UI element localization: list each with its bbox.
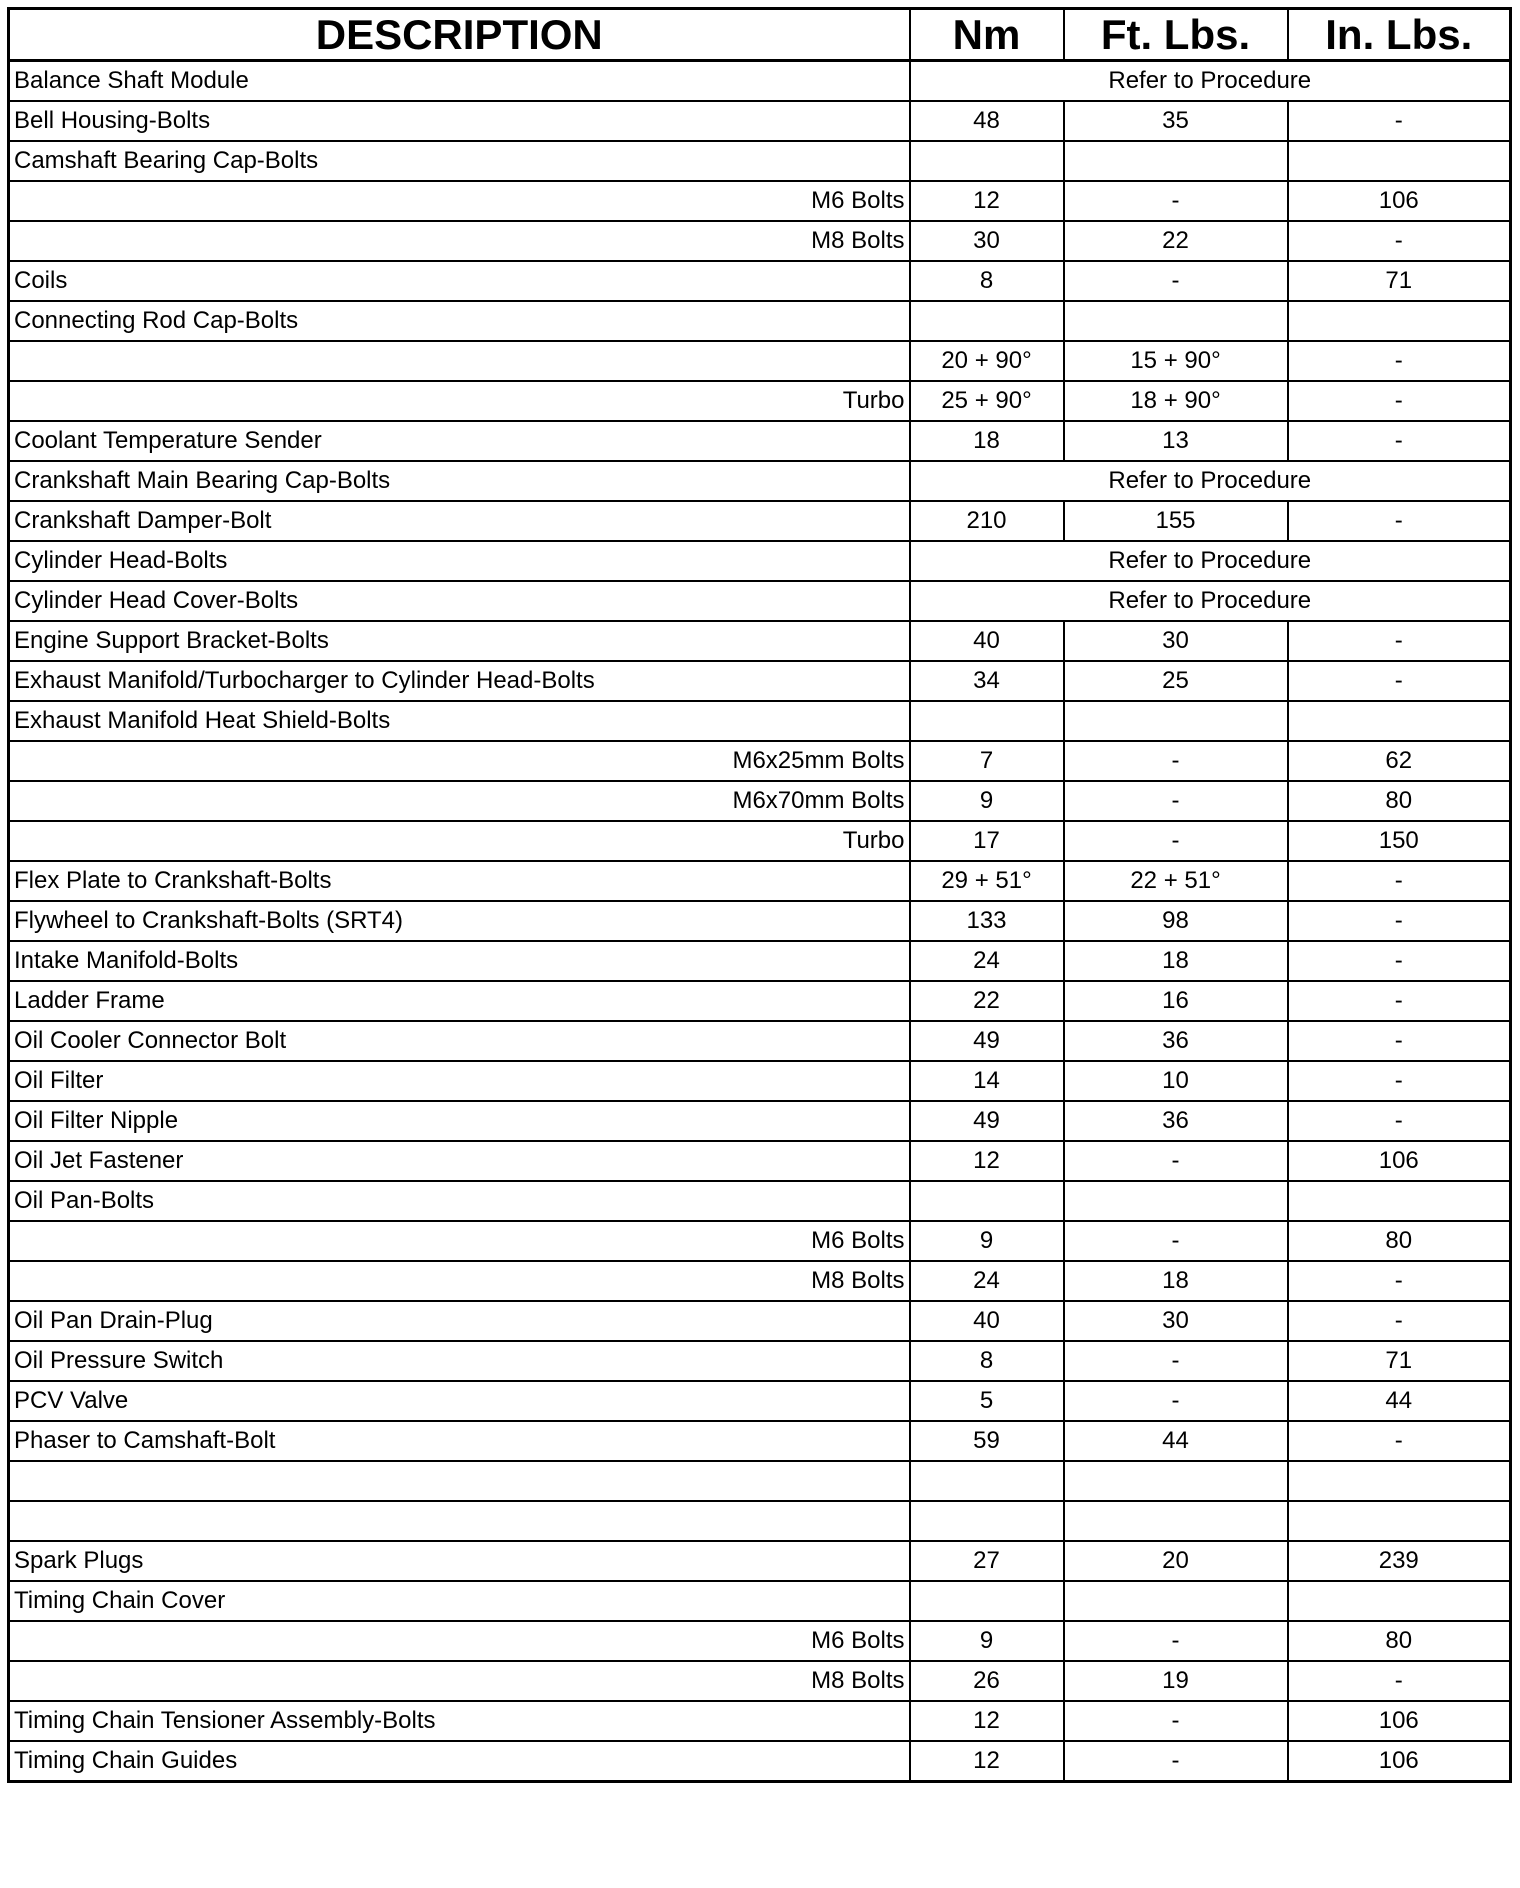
ft-lbs-cell: 13 <box>1064 421 1288 461</box>
in-lbs-cell: - <box>1288 981 1511 1021</box>
in-lbs-cell: - <box>1288 1301 1511 1341</box>
sub-description-cell: M8 Bolts <box>9 221 910 261</box>
ft-lbs-cell: 10 <box>1064 1061 1288 1101</box>
ft-lbs-cell <box>1064 1581 1288 1621</box>
description-cell <box>9 1461 910 1501</box>
description-cell <box>9 1501 910 1541</box>
in-lbs-cell <box>1288 1461 1511 1501</box>
nm-cell: 40 <box>910 1301 1064 1341</box>
description-cell: Timing Chain Tensioner Assembly-Bolts <box>9 1701 910 1741</box>
in-lbs-cell: 71 <box>1288 1341 1511 1381</box>
sub-description-cell: M8 Bolts <box>9 1261 910 1301</box>
nm-cell: 8 <box>910 261 1064 301</box>
ft-lbs-cell: - <box>1064 821 1288 861</box>
table-row <box>9 1621 1511 1661</box>
in-lbs-cell <box>1288 1581 1511 1621</box>
torque-spec-table <box>7 7 1512 1783</box>
ft-lbs-cell: 19 <box>1064 1661 1288 1701</box>
table-row <box>9 621 1511 661</box>
in-lbs-cell: - <box>1288 861 1511 901</box>
sub-description-cell: M6x70mm Bolts <box>9 781 910 821</box>
refer-to-procedure-cell: Refer to Procedure <box>910 581 1511 621</box>
description-cell: Oil Filter Nipple <box>9 1101 910 1141</box>
table-row <box>9 1501 1511 1541</box>
description-cell: Ladder Frame <box>9 981 910 1021</box>
nm-cell <box>910 1181 1064 1221</box>
ft-lbs-cell <box>1064 701 1288 741</box>
ft-lbs-cell: 36 <box>1064 1101 1288 1141</box>
in-lbs-cell: 62 <box>1288 741 1511 781</box>
description-cell: Balance Shaft Module <box>9 61 910 102</box>
table-row <box>9 301 1511 341</box>
table-row <box>9 461 1511 501</box>
in-lbs-cell: 239 <box>1288 1541 1511 1581</box>
in-lbs-cell: - <box>1288 661 1511 701</box>
ft-lbs-cell: - <box>1064 1701 1288 1741</box>
ft-lbs-cell: 15 + 90° <box>1064 341 1288 381</box>
table-row <box>9 1181 1511 1221</box>
sub-description-cell <box>9 341 910 381</box>
nm-cell: 9 <box>910 1221 1064 1261</box>
ft-lbs-cell <box>1064 141 1288 181</box>
in-lbs-cell: 106 <box>1288 1141 1511 1181</box>
ft-lbs-cell: - <box>1064 1341 1288 1381</box>
nm-cell <box>910 1461 1064 1501</box>
nm-cell: 49 <box>910 1021 1064 1061</box>
table-row <box>9 221 1511 261</box>
ft-lbs-cell: 98 <box>1064 901 1288 941</box>
nm-cell: 40 <box>910 621 1064 661</box>
in-lbs-cell: - <box>1288 1661 1511 1701</box>
description-cell: Coils <box>9 261 910 301</box>
ft-lbs-cell: 18 <box>1064 941 1288 981</box>
header-nm: Nm <box>910 9 1064 61</box>
table-row <box>9 1341 1511 1381</box>
table-row <box>9 701 1511 741</box>
nm-cell: 17 <box>910 821 1064 861</box>
nm-cell: 210 <box>910 501 1064 541</box>
in-lbs-cell: 71 <box>1288 261 1511 301</box>
description-cell: Timing Chain Cover <box>9 1581 910 1621</box>
nm-cell: 48 <box>910 101 1064 141</box>
nm-cell: 30 <box>910 221 1064 261</box>
table-row <box>9 1141 1511 1181</box>
table-row <box>9 381 1511 421</box>
nm-cell: 7 <box>910 741 1064 781</box>
in-lbs-cell: - <box>1288 1021 1511 1061</box>
table-row <box>9 181 1511 221</box>
in-lbs-cell: 80 <box>1288 1621 1511 1661</box>
description-cell: Flex Plate to Crankshaft-Bolts <box>9 861 910 901</box>
description-cell: Connecting Rod Cap-Bolts <box>9 301 910 341</box>
table-row <box>9 1261 1511 1301</box>
in-lbs-cell <box>1288 141 1511 181</box>
table-row <box>9 941 1511 981</box>
nm-cell: 34 <box>910 661 1064 701</box>
table-row <box>9 1741 1511 1782</box>
ft-lbs-cell: - <box>1064 1141 1288 1181</box>
header-row <box>9 9 1511 61</box>
in-lbs-cell: - <box>1288 101 1511 141</box>
sub-description-cell: M6 Bolts <box>9 181 910 221</box>
table-row <box>9 901 1511 941</box>
ft-lbs-cell: 155 <box>1064 501 1288 541</box>
in-lbs-cell: - <box>1288 941 1511 981</box>
description-cell: Oil Jet Fastener <box>9 1141 910 1181</box>
refer-to-procedure-cell: Refer to Procedure <box>910 461 1511 501</box>
description-cell: Crankshaft Main Bearing Cap-Bolts <box>9 461 910 501</box>
description-cell: Cylinder Head Cover-Bolts <box>9 581 910 621</box>
table-row <box>9 1381 1511 1421</box>
in-lbs-cell: - <box>1288 1421 1511 1461</box>
description-cell: Coolant Temperature Sender <box>9 421 910 461</box>
header-description: DESCRIPTION <box>9 9 910 61</box>
refer-to-procedure-cell: Refer to Procedure <box>910 541 1511 581</box>
nm-cell: 20 + 90° <box>910 341 1064 381</box>
nm-cell: 12 <box>910 1141 1064 1181</box>
ft-lbs-cell: 36 <box>1064 1021 1288 1061</box>
in-lbs-cell <box>1288 701 1511 741</box>
ft-lbs-cell: 30 <box>1064 1301 1288 1341</box>
in-lbs-cell: - <box>1288 221 1511 261</box>
nm-cell <box>910 141 1064 181</box>
table-row <box>9 1221 1511 1261</box>
table-row <box>9 341 1511 381</box>
table-row <box>9 1701 1511 1741</box>
table-row <box>9 981 1511 1021</box>
table-row <box>9 1421 1511 1461</box>
nm-cell <box>910 301 1064 341</box>
nm-cell: 26 <box>910 1661 1064 1701</box>
description-cell: Bell Housing-Bolts <box>9 101 910 141</box>
ft-lbs-cell: - <box>1064 1221 1288 1261</box>
ft-lbs-cell <box>1064 1461 1288 1501</box>
table-row <box>9 421 1511 461</box>
nm-cell <box>910 701 1064 741</box>
description-cell: Phaser to Camshaft-Bolt <box>9 1421 910 1461</box>
nm-cell: 59 <box>910 1421 1064 1461</box>
nm-cell: 22 <box>910 981 1064 1021</box>
description-cell: Cylinder Head-Bolts <box>9 541 910 581</box>
description-cell: Oil Cooler Connector Bolt <box>9 1021 910 1061</box>
ft-lbs-cell: 22 + 51° <box>1064 861 1288 901</box>
description-cell: Timing Chain Guides <box>9 1741 910 1782</box>
ft-lbs-cell: 35 <box>1064 101 1288 141</box>
table-row <box>9 1541 1511 1581</box>
description-cell: Intake Manifold-Bolts <box>9 941 910 981</box>
description-cell: Spark Plugs <box>9 1541 910 1581</box>
table-row <box>9 501 1511 541</box>
ft-lbs-cell: 30 <box>1064 621 1288 661</box>
table-row <box>9 1061 1511 1101</box>
description-cell: PCV Valve <box>9 1381 910 1421</box>
description-cell: Exhaust Manifold Heat Shield-Bolts <box>9 701 910 741</box>
nm-cell: 18 <box>910 421 1064 461</box>
nm-cell: 14 <box>910 1061 1064 1101</box>
ft-lbs-cell: - <box>1064 1381 1288 1421</box>
ft-lbs-cell: 18 <box>1064 1261 1288 1301</box>
ft-lbs-cell <box>1064 301 1288 341</box>
ft-lbs-cell: 18 + 90° <box>1064 381 1288 421</box>
in-lbs-cell: - <box>1288 341 1511 381</box>
table-row <box>9 781 1511 821</box>
description-cell: Crankshaft Damper-Bolt <box>9 501 910 541</box>
nm-cell: 12 <box>910 181 1064 221</box>
ft-lbs-cell <box>1064 1501 1288 1541</box>
ft-lbs-cell <box>1064 1181 1288 1221</box>
nm-cell: 5 <box>910 1381 1064 1421</box>
nm-cell: 12 <box>910 1741 1064 1782</box>
table-row <box>9 1661 1511 1701</box>
in-lbs-cell: - <box>1288 1261 1511 1301</box>
table-row <box>9 261 1511 301</box>
ft-lbs-cell: 22 <box>1064 221 1288 261</box>
ft-lbs-cell: - <box>1064 741 1288 781</box>
description-cell: Oil Pressure Switch <box>9 1341 910 1381</box>
nm-cell: 24 <box>910 941 1064 981</box>
ft-lbs-cell: - <box>1064 261 1288 301</box>
table-row <box>9 101 1511 141</box>
nm-cell: 8 <box>910 1341 1064 1381</box>
nm-cell: 9 <box>910 781 1064 821</box>
nm-cell: 12 <box>910 1701 1064 1741</box>
in-lbs-cell: - <box>1288 1101 1511 1141</box>
table-body <box>9 61 1511 1782</box>
nm-cell: 133 <box>910 901 1064 941</box>
table-row <box>9 581 1511 621</box>
in-lbs-cell: - <box>1288 621 1511 661</box>
ft-lbs-cell: 25 <box>1064 661 1288 701</box>
sub-description-cell: M6x25mm Bolts <box>9 741 910 781</box>
table-row <box>9 541 1511 581</box>
ft-lbs-cell: - <box>1064 1741 1288 1782</box>
refer-to-procedure-cell: Refer to Procedure <box>910 61 1511 102</box>
sub-description-cell: M6 Bolts <box>9 1621 910 1661</box>
nm-cell: 24 <box>910 1261 1064 1301</box>
in-lbs-cell: - <box>1288 901 1511 941</box>
description-cell: Camshaft Bearing Cap-Bolts <box>9 141 910 181</box>
sub-description-cell: M6 Bolts <box>9 1221 910 1261</box>
table-row <box>9 141 1511 181</box>
ft-lbs-cell: - <box>1064 781 1288 821</box>
nm-cell <box>910 1581 1064 1621</box>
sub-description-cell: Turbo <box>9 821 910 861</box>
description-cell: Flywheel to Crankshaft-Bolts (SRT4) <box>9 901 910 941</box>
table-row <box>9 61 1511 102</box>
in-lbs-cell: 106 <box>1288 181 1511 221</box>
sub-description-cell: M8 Bolts <box>9 1661 910 1701</box>
table-row <box>9 1461 1511 1501</box>
in-lbs-cell: 44 <box>1288 1381 1511 1421</box>
ft-lbs-cell: 20 <box>1064 1541 1288 1581</box>
table-row <box>9 1101 1511 1141</box>
table-row <box>9 1581 1511 1621</box>
in-lbs-cell: - <box>1288 501 1511 541</box>
ft-lbs-cell: 16 <box>1064 981 1288 1021</box>
in-lbs-cell: 106 <box>1288 1701 1511 1741</box>
nm-cell: 49 <box>910 1101 1064 1141</box>
description-cell: Oil Pan Drain-Plug <box>9 1301 910 1341</box>
in-lbs-cell: - <box>1288 421 1511 461</box>
sub-description-cell: Turbo <box>9 381 910 421</box>
description-cell: Exhaust Manifold/Turbocharger to Cylinder Head-Bolts <box>9 661 910 701</box>
table-row <box>9 1021 1511 1061</box>
in-lbs-cell <box>1288 1501 1511 1541</box>
description-cell: Oil Pan-Bolts <box>9 1181 910 1221</box>
in-lbs-cell <box>1288 301 1511 341</box>
header-in-lbs: In. Lbs. <box>1288 9 1511 61</box>
table-row <box>9 1301 1511 1341</box>
in-lbs-cell: 80 <box>1288 1221 1511 1261</box>
header-ft-lbs: Ft. Lbs. <box>1064 9 1288 61</box>
in-lbs-cell: 106 <box>1288 1741 1511 1782</box>
nm-cell: 27 <box>910 1541 1064 1581</box>
in-lbs-cell <box>1288 1181 1511 1221</box>
table-row <box>9 861 1511 901</box>
nm-cell: 9 <box>910 1621 1064 1661</box>
nm-cell: 25 + 90° <box>910 381 1064 421</box>
in-lbs-cell: 150 <box>1288 821 1511 861</box>
in-lbs-cell: 80 <box>1288 781 1511 821</box>
in-lbs-cell: - <box>1288 1061 1511 1101</box>
ft-lbs-cell: 44 <box>1064 1421 1288 1461</box>
nm-cell: 29 + 51° <box>910 861 1064 901</box>
description-cell: Engine Support Bracket-Bolts <box>9 621 910 661</box>
nm-cell <box>910 1501 1064 1541</box>
ft-lbs-cell: - <box>1064 181 1288 221</box>
table-row <box>9 661 1511 701</box>
ft-lbs-cell: - <box>1064 1621 1288 1661</box>
description-cell: Oil Filter <box>9 1061 910 1101</box>
table-row <box>9 821 1511 861</box>
table-row <box>9 741 1511 781</box>
in-lbs-cell: - <box>1288 381 1511 421</box>
